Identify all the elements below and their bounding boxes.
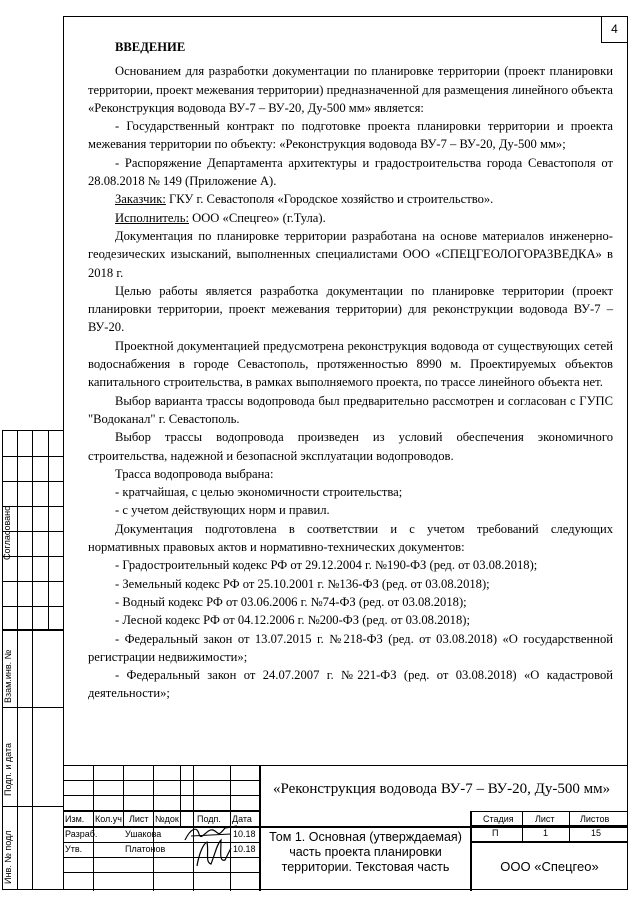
title-block: [63, 765, 628, 890]
header-ndok: №док: [155, 814, 179, 824]
customer-label: Заказчик:: [115, 192, 166, 207]
replaced-inv-label: Взам.инв. №: [3, 649, 13, 703]
paragraph: Основанием для разработки документации по планировке территории (проект планировки территории, проект межевания территории) предназначенной для размещения линейного объекта «Реконструкция водовода ВУ-7 – ВУ-20, Ду-500 мм» является:: [88, 64, 613, 115]
approver-signature: [191, 836, 235, 870]
paragraph: Выбор трассы водопровода произведен из условий обеспечения экономичного строительства, надежной и безопасной эксплуатации водопроводов.: [88, 430, 613, 463]
header-stage: Стадия: [483, 814, 514, 824]
agreed-stamp: [2, 430, 63, 630]
list-item: - кратчайшая, с целью экономичности строительства;: [115, 485, 403, 500]
executor-value: ООО «Спецгео» (г.Тула).: [188, 210, 326, 225]
agreed-label: Согласовано: [2, 505, 12, 560]
list-item: - Водный кодекс РФ от 03.06.2006 г. №74-ФЗ (ред. от 03.08.2018);: [115, 594, 467, 609]
header-sheets: Листов: [580, 814, 610, 824]
executor-label: Исполнитель:: [115, 210, 189, 225]
header-sheet: Лист: [535, 814, 555, 824]
original-inv-label: Инв. № подл: [3, 830, 13, 884]
paragraph: Документация по планировке территории разработана на основе материалов инженерно-геодезических изысканий, выполненных специалистами ООО «СПЕЦГЕОЛОГОРАЗВЕДКА» в 2018 г.: [88, 228, 613, 280]
paragraph: Целью работы является разработка документации по планировке территории (проект планировки территории, проект межевания территории) для реконструкции водовода ВУ-7 – ВУ-20.: [88, 283, 613, 335]
header-list: Лист: [129, 814, 149, 824]
approver-name: Платонов: [125, 844, 166, 854]
paragraph: - Государственный контракт по подготовке проекта планировки территории и проекта межевания территории по объекту: «Реконструкция водовода ВУ-7 – ВУ-20, Ду-500 мм»;: [88, 119, 613, 152]
project-title: «Реконструкция водовода ВУ-7 – ВУ-20, Ду-500 мм»: [273, 781, 611, 797]
header-podp: Подп.: [197, 814, 221, 824]
list-item: - Земельный кодекс РФ от 25.10.2001 г. №136-ФЗ (ред. от 03.08.2018);: [115, 576, 490, 591]
heading: ВВЕДЕНИЕ: [115, 40, 186, 54]
document-title: Том 1. Основная (утверждаемая) часть проекта планировки территории. Текстовая часть: [269, 830, 462, 874]
header-koluch: Кол.уч: [95, 814, 122, 824]
list-item: - Федеральный закон от 24.07.2007 г. №221-ФЗ (ред. от 03.08.2018) «О кадастровой деятельности»;: [88, 668, 613, 701]
paragraph: Трасса водопровода выбрана:: [115, 466, 274, 481]
stage-value: П: [492, 828, 499, 838]
paragraph: Выбор варианта трассы водопровода был предварительно рассмотрен и согласован с ГУПС "Водоканал" г. Севастополь.: [88, 393, 613, 426]
paragraph: - Распоряжение Департамента архитектуры и градостроительства города Севастополя от 28.08.2018 № 149 (Приложение А).: [88, 155, 613, 189]
page-number: 4: [601, 17, 627, 43]
developer-role: Разраб.: [65, 829, 98, 839]
approver-role: Утв.: [65, 844, 83, 854]
list-item: - Федеральный закон от 13.07.2015 г. №218-ФЗ (ред. от 03.08.2018) «О государственной регистрации недвижимости»;: [88, 631, 613, 664]
approver-date: 10.18: [233, 844, 256, 854]
signature-date-label: Подп. и дата: [3, 742, 13, 796]
company-name: ООО «Спецгео»: [500, 859, 599, 874]
sheets-value: 15: [591, 828, 602, 838]
list-item: - с учетом действующих норм и правил.: [115, 503, 330, 518]
paragraph: Проектной документацией предусмотрена реконструкция водовода от существующих сетей водоснабжения в городе Севастополь, протяженностью 8990 м. Проектируемых объектов капитального строительства, в рамках выполняемого проекта, по трассе линейного объекта нет.: [88, 338, 613, 390]
paragraph: Документация подготовлена в соответствии и с учетом требований следующих нормативных правовых актов и нормативно-технических документов:: [88, 521, 613, 555]
developer-name: Ушакова: [125, 829, 162, 839]
list-item: - Градостроительный кодекс РФ от 29.12.2004 г. №190-ФЗ (ред. от 03.08.2018);: [115, 558, 538, 573]
header-izm: Изм.: [65, 814, 85, 824]
customer-value: ГКУ г. Севастополя «Городское хозяйство и строительство».: [165, 192, 494, 207]
developer-date: 10.18: [233, 829, 256, 839]
sheet-value: 1: [543, 828, 549, 838]
customer-line: [88, 190, 613, 208]
list-item: - Лесной кодекс РФ от 04.12.2006 г. №200-ФЗ (ред. от 03.08.2018);: [115, 613, 470, 628]
header-data: Дата: [232, 814, 252, 824]
executor-line: [88, 209, 613, 227]
document-body: [88, 38, 613, 703]
